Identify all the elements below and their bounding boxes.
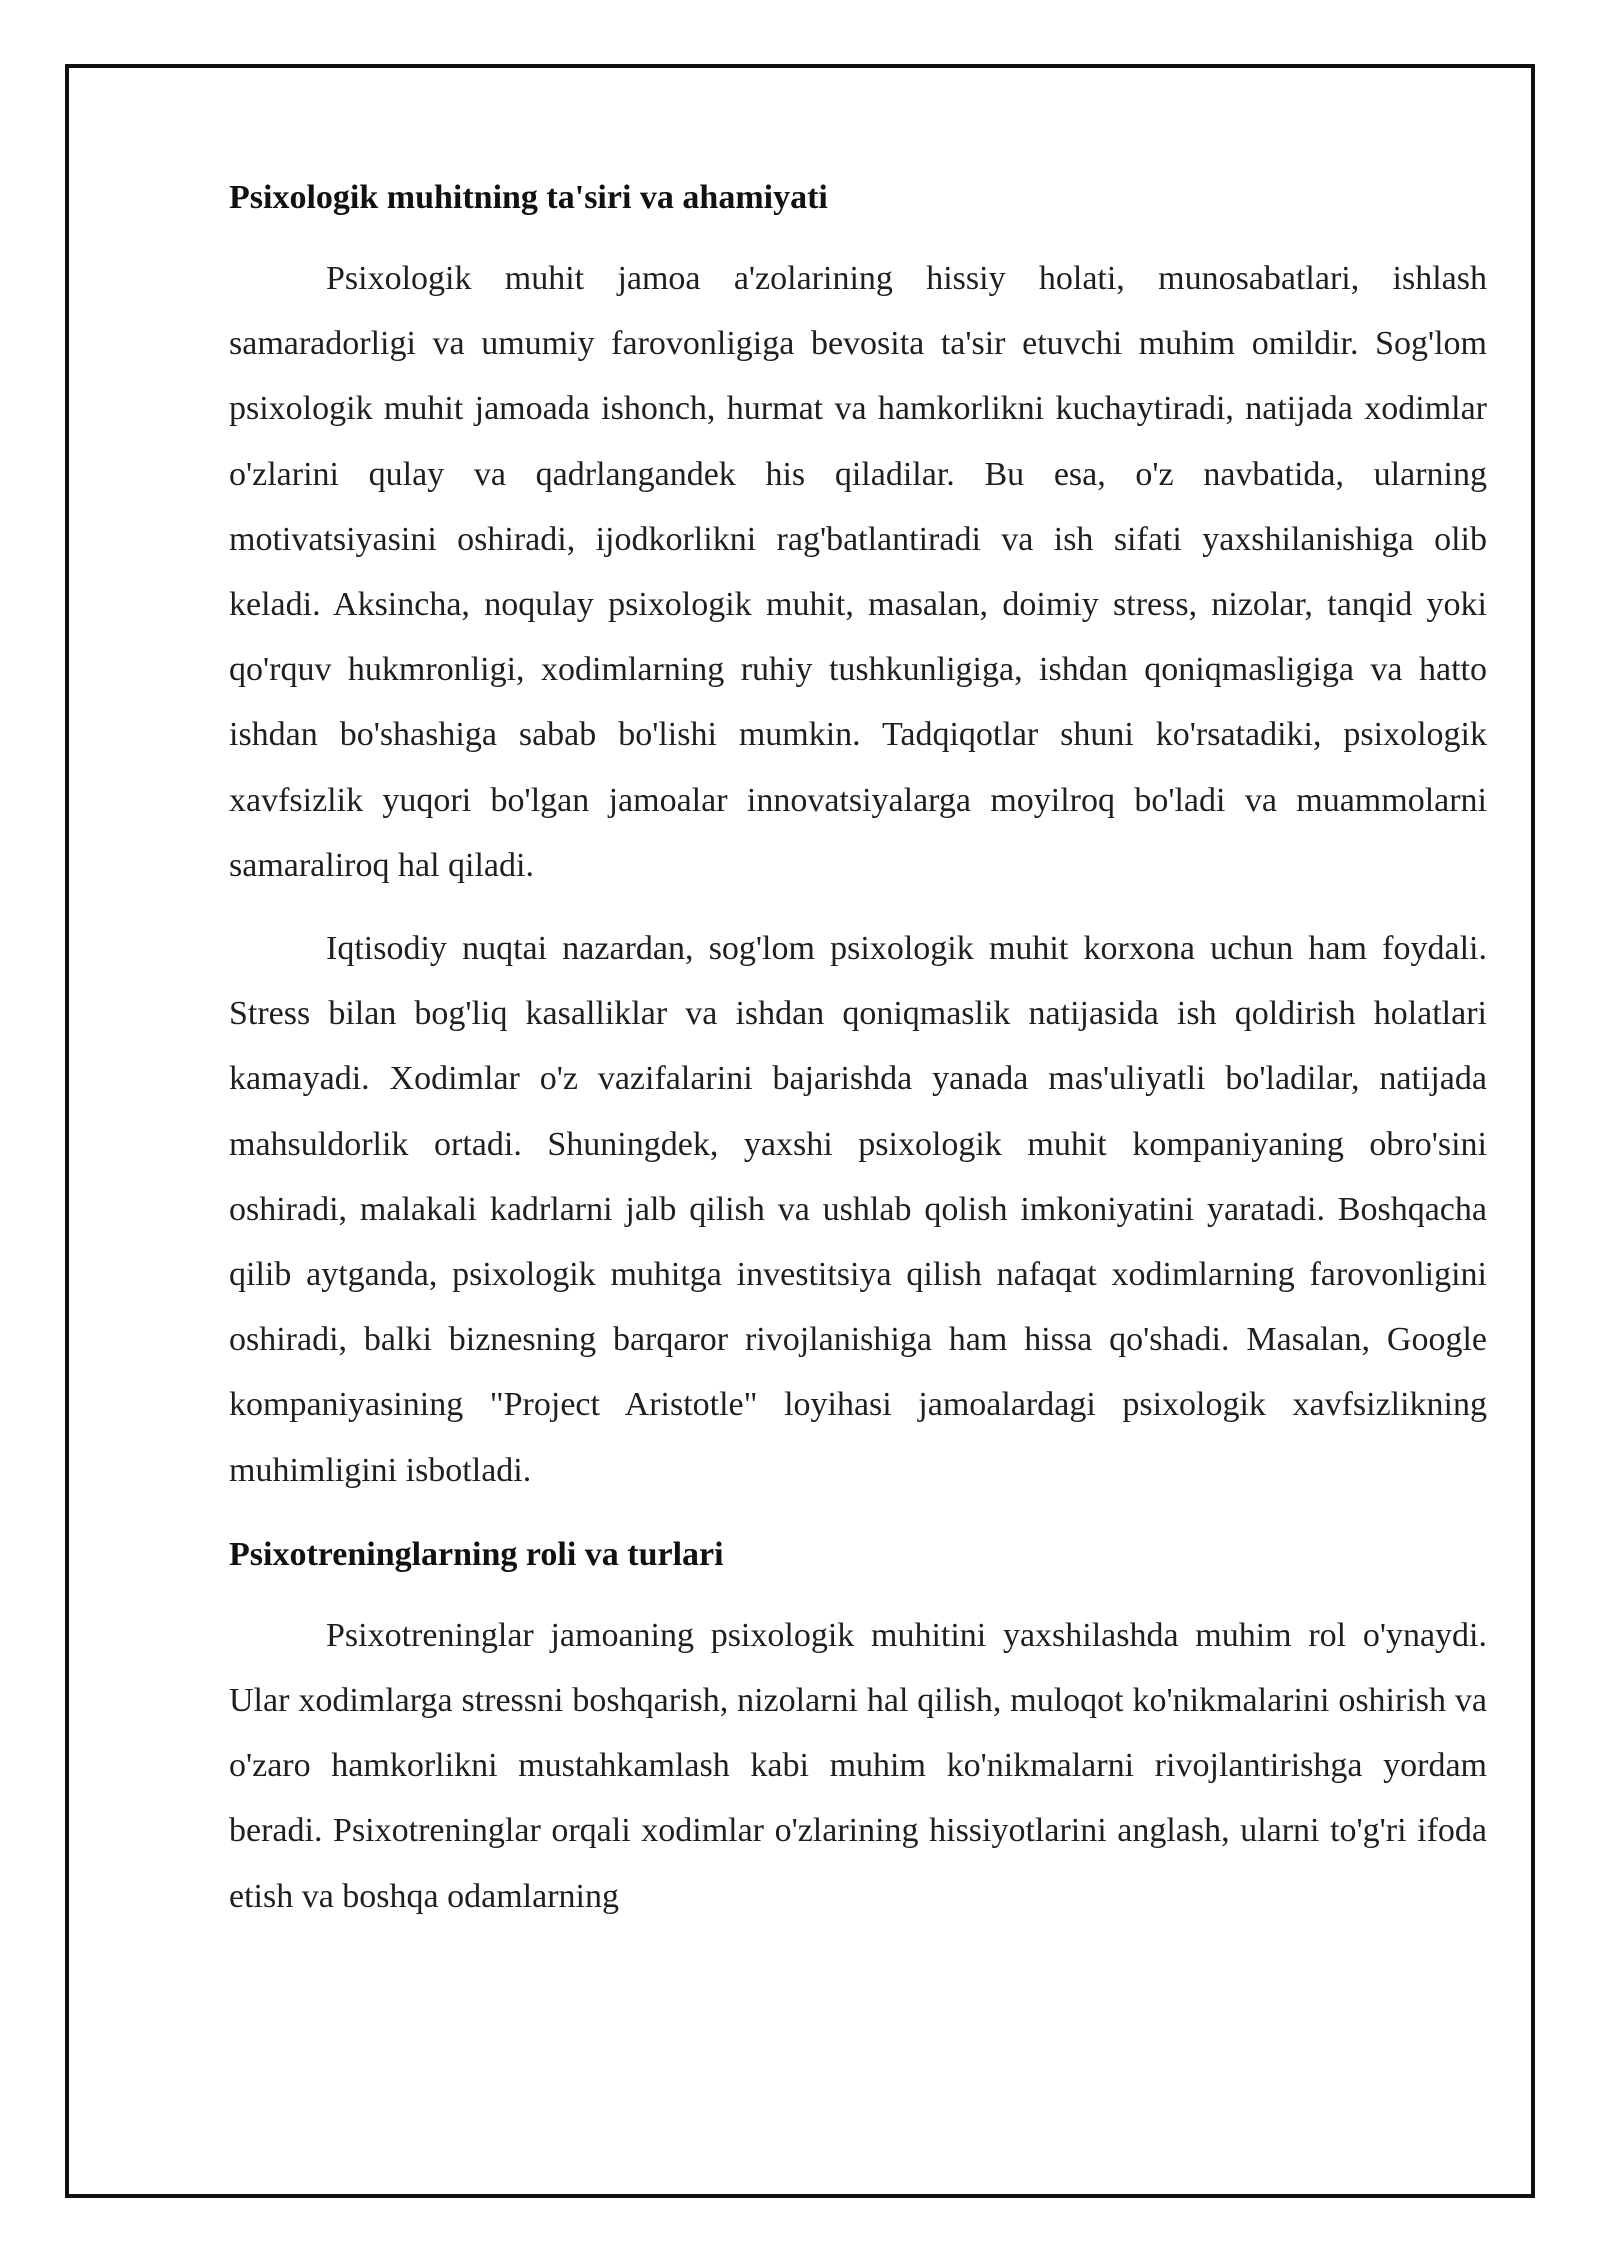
section-heading: Psixologik muhitning ta'siri va ahamiyati	[229, 179, 828, 216]
body-paragraph: Psixotreninglar jamoaning psixologik muhitini yaxshilashda muhim rol o'ynaydi. Ular xodimlarga stressni boshqarish, nizolarni hal qilish, muloqot ko'nikmalarini oshirish va o'zaro hamkorlikni mustahkamlash kabi muhim ko'nikmalarni rivojlantirishga yordam beradi. Psixotreninglar orqali xodimlar o'zlarining hissiyotlarini anglash, ularni to'g'ri ifoda etish va boshqa odamlarning	[229, 1616, 1487, 1915]
body-paragraph: Iqtisodiy nuqtai nazardan, sog'lom psixologik muhit korxona uchun ham foydali. Stress bilan bog'liq kasalliklar va ishdan qoniqmaslik natijasida ish qoldirish holatlari kamayadi. Xodimlar o'z vazifalarini bajarishda yanada mas'uliyatli bo'ladilar, natijada mahsuldorlik ortadi. Shuningdek, yaxshi psixologik muhit kompaniyaning obro'sini oshiradi, malakali kadrlarni jalb qilish va ushlab qolish imkoniyatini yaratadi. Boshqacha qilib aytganda, psixologik muhitga investitsiya qilish nafaqat xodimlarning farovonligini oshiradi, balki biznesning barqaror rivojlanishiga ham hissa qo'shadi. Masalan, Google kompaniyasining "Project Aristotle" loyihasi jamoalardagi psixologik xavfsizlikning muhimligini isbotladi.	[229, 930, 1487, 1489]
body-paragraph: Psixologik muhit jamoa a'zolarining hissiy holati, munosabatlari, ishlash samaradorligi va umumiy farovonligiga bevosita ta'sir etuvchi muhim omildir. Sog'lom psixologik muhit jamoada ishonch, hurmat va hamkorlikni kuchaytiradi, natijada xodimlar o'zlarini qulay va qadrlangandek his qiladilar. Bu esa, o'z navbatida, ularning motivatsiyasini oshiradi, ijodkorlikni rag'batlantiradi va ish sifati yaxshilanishiga olib keladi. Aksincha, noqulay psixologik muhit, masalan, doimiy stress, nizolar, tanqid yoki qo'rquv hukmronligi, xodimlarning ruhiy tushkunligiga, ishdan qoniqmasligiga va hatto ishdan bo'shashiga sabab bo'lishi mumkin. Tadqiqotlar shuni ko'rsatadiki, psixologik xavfsizlik yuqori bo'lgan jamoalar innovatsiyalarga moyilroq bo'ladi va muammolarni samaraliroq hal qiladi.	[229, 260, 1487, 884]
section-heading: Psixotreninglarning roli va turlari	[229, 1535, 724, 1573]
document-body	[229, 168, 1487, 1929]
